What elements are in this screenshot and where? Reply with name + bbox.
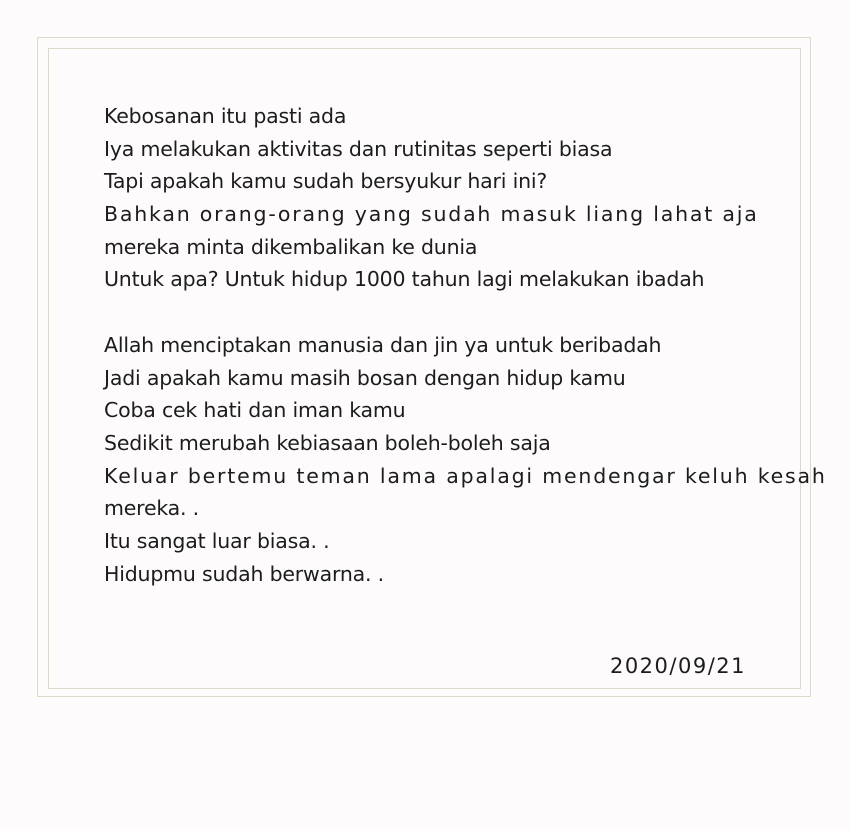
poem-line: Tapi apakah kamu sudah bersyukur hari ini? (104, 169, 548, 194)
stanza-gap (104, 296, 754, 329)
date-stamp: 2020/09/21 (609, 654, 746, 678)
poem-line: Hidupmu sudah berwarna. . (104, 561, 384, 586)
poem-line: mereka. . (104, 496, 199, 521)
poem-line: mereka minta dikembalikan ke dunia (104, 234, 478, 259)
poem-line: Allah menciptakan manusia dan jin ya untuk beribadah (104, 332, 662, 357)
poem-line: Coba cek hati dan iman kamu (104, 398, 406, 423)
poem-line: Keluar bertemu teman lama apalagi mendengar keluh kesah (104, 463, 827, 488)
poem-line: Itu sangat luar biasa. . (104, 528, 330, 553)
poem-line: Jadi apakah kamu masih bosan dengan hidup kamu (104, 365, 626, 390)
poem-line: Kebosanan itu pasti ada (104, 104, 347, 128)
poem-line: Iya melakukan aktivitas dan rutinitas seperti biasa (104, 136, 613, 161)
poem-line: Untuk apa? Untuk hidup 1000 tahun lagi melakukan ibadah (104, 267, 705, 292)
poem-line: Bahkan orang-orang yang sudah masuk liang lahat aja (104, 202, 759, 227)
poem-line: Sedikit merubah kebiasaan boleh-boleh saja (104, 430, 551, 455)
poem-text (104, 100, 827, 590)
